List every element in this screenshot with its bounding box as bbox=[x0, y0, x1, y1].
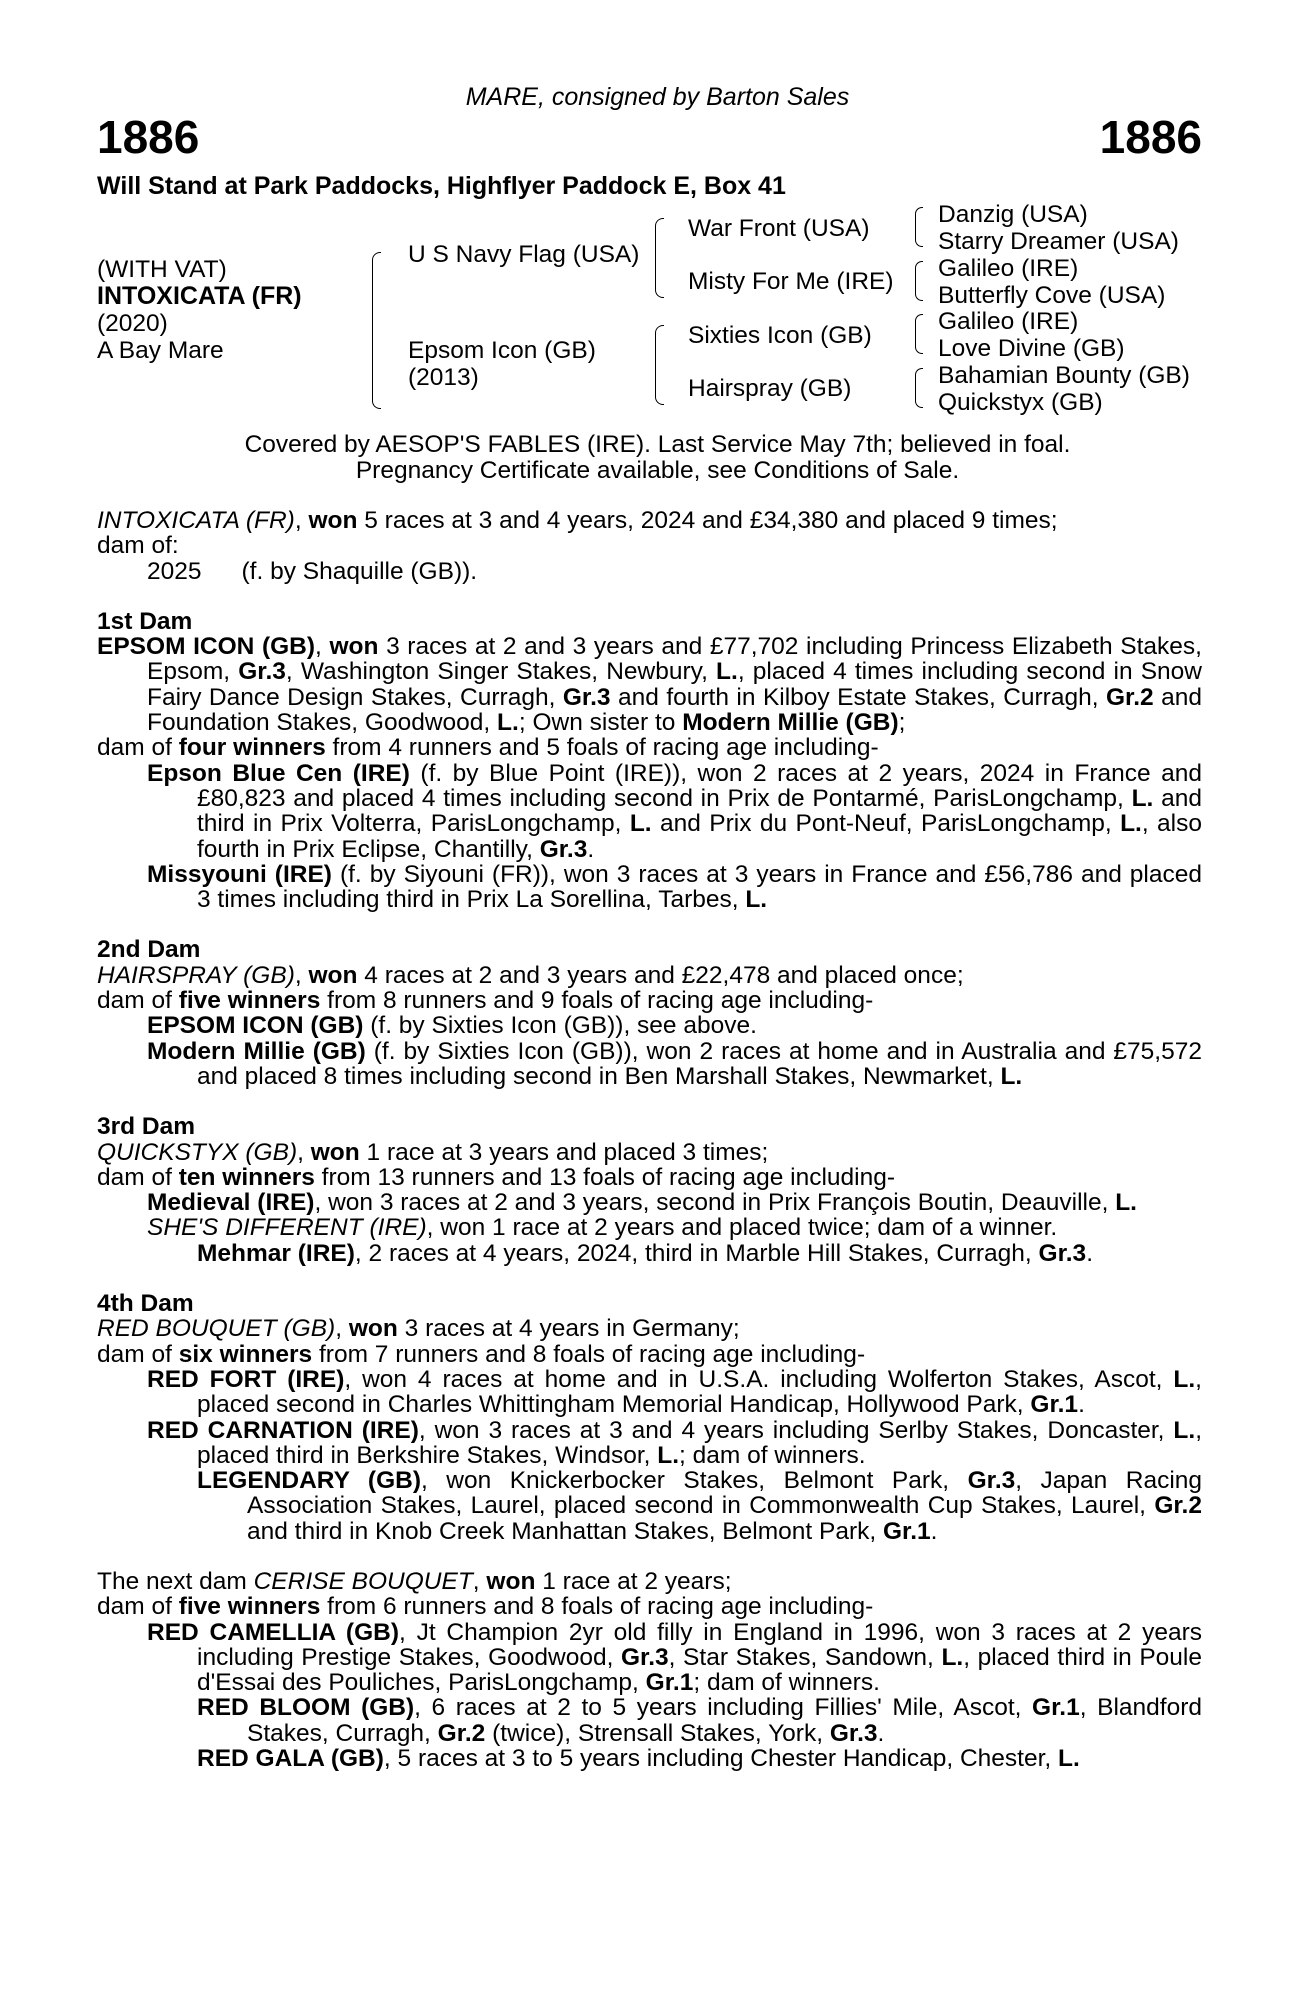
pedigree-ddd: Quickstyx (GB) bbox=[938, 389, 1103, 416]
next-dam-record: The next dam CERISE BOUQUET, won 1 race at 2 years; bbox=[97, 1567, 732, 1595]
fourth-dam-record: RED BOUQUET (GB), won 3 races at 4 years in Germany; bbox=[97, 1315, 740, 1343]
next-dam-produce-2: RED BLOOM (GB), 6 races at 2 to 5 years including Fillies' Mile, Ascot, Gr.1, Blandford Stakes, Curragh, Gr.2 (twice), Strensall Stakes, York, Gr.3. bbox=[197, 1694, 1202, 1747]
second-dam-record: HAIRSPRAY (GB), won 4 races at 2 and 3 years and £22,478 and placed once; bbox=[97, 961, 964, 989]
intro-produce: 2025 (f. by Shaquille (GB)). bbox=[147, 557, 478, 585]
pedigree-dsd: Love Divine (GB) bbox=[938, 335, 1125, 362]
intro-dam-of: dam of: bbox=[97, 532, 179, 560]
pedigree-brace-dd bbox=[915, 368, 923, 408]
fourth-dam-produce-1: RED FORT (IRE), won 4 races at home and in U.S.A. including Wolferton Stakes, Ascot, L., placed second in Charles Whittingham Memorial Handicap, Hollywood Park, Gr.1. bbox=[147, 1365, 1202, 1419]
catalogue-body bbox=[97, 508, 1202, 1771]
lot-number-right: 1886 bbox=[1099, 111, 1202, 163]
pedigree-sds: Galileo (IRE) bbox=[938, 255, 1079, 282]
covered-line-1: Covered by AESOP'S FABLES (IRE). Last Service May 7th; believed in foal. bbox=[244, 431, 1071, 458]
pedigree-sire: U S Navy Flag (USA) bbox=[408, 241, 640, 268]
first-dam-heading: 1st Dam bbox=[97, 607, 193, 635]
pedigree-dam-sire: Sixties Icon (GB) bbox=[688, 322, 872, 349]
pedigree-dam-dam: Hairspray (GB) bbox=[688, 375, 852, 402]
first-dam-record: EPSOM ICON (GB), won 3 races at 2 and 3 years and £77,702 including Princess Elizabeth Stakes, Epsom, Gr.3, Washington Singer Stakes, Newbury, L., placed 4 times including second in Snow Fairy Dance Design Stakes, Curragh, Gr.3 and fourth in Kilboy Estate Stakes, Curragh, Gr.2 and Foundation Stakes, Goodwood, L.; Own sister to Modern Millie (GB); bbox=[97, 633, 1203, 737]
pedigree-ssd: Starry Dreamer (USA) bbox=[938, 228, 1179, 255]
pedigree-brace-dam bbox=[655, 325, 664, 405]
horse-name: INTOXICATA (FR) bbox=[97, 282, 302, 310]
third-dam-produce-summary: dam of ten winners from 13 runners and 13 foals of racing age including- bbox=[97, 1163, 896, 1191]
second-dam-produce-1: EPSOM ICON (GB) (f. by Sixties Icon (GB)), see above. bbox=[147, 1012, 757, 1040]
fourth-dam-heading: 4th Dam bbox=[97, 1290, 194, 1318]
pedigree-dss: Galileo (IRE) bbox=[938, 308, 1079, 335]
pedigree-sire-sire: War Front (USA) bbox=[688, 215, 870, 242]
pedigree-dam: Epsom Icon (GB) bbox=[408, 337, 596, 364]
pedigree-sdd: Butterfly Cove (USA) bbox=[938, 282, 1166, 309]
pedigree-brace-ds bbox=[915, 314, 923, 354]
first-dam-produce-summary: dam of four winners from 4 runners and 5 foals of racing age including- bbox=[97, 734, 879, 762]
pedigree-brace-ss bbox=[915, 207, 923, 247]
pedigree-dam-year: (2013) bbox=[408, 364, 479, 391]
second-dam-produce-summary: dam of five winners from 8 runners and 9 foals of racing age including- bbox=[97, 987, 874, 1015]
fourth-dam-produce-2: RED CARNATION (IRE), won 3 races at 3 and 4 years including Serlby Stakes, Doncaster, L., placed third in Berkshire Stakes, Windsor, L.; dam of winners. bbox=[147, 1416, 1202, 1469]
fourth-dam-produce-3: LEGENDARY (GB), won Knickerbocker Stakes, Belmont Park, Gr.3, Japan Racing Association Stakes, Laurel, placed second in Commonwealth Cup Stakes, Laurel, Gr.2 and third in Knob Creek Manhattan Stakes, Belmont Park, Gr.1. bbox=[197, 1467, 1203, 1545]
third-dam-produce-3: Mehmar (IRE), 2 races at 4 years, 2024, third in Marble Hill Stakes, Curragh, Gr.3. bbox=[197, 1239, 1094, 1267]
horse-description: A Bay Mare bbox=[97, 337, 224, 364]
second-dam-heading: 2nd Dam bbox=[97, 936, 201, 964]
first-dam-produce-2: Missyouni (IRE) (f. by Siyouni (FR)), won 3 races at 3 years in France and £56,786 and placed 3 times including third in Prix La Sorellina, Tarbes, L. bbox=[147, 860, 1203, 914]
next-dam-produce-summary: dam of five winners from 6 runners and 8 foals of racing age including- bbox=[97, 1593, 874, 1621]
third-dam-produce-1: Medieval (IRE), won 3 races at 2 and 3 years, second in Prix François Boutin, Deauville, L. bbox=[147, 1189, 1137, 1217]
pedigree-sss: Danzig (USA) bbox=[938, 201, 1088, 228]
pedigree-brace-gen1 bbox=[372, 252, 381, 409]
next-dam-produce-1: RED CAMELLIA (GB), Jt Champion 2yr old filly in England in 1996, won 3 races at 2 years including Prestige Stakes, Goodwood, Gr.3, Star Stakes, Sandown, L., placed third in Poule d'Essai des Pouliches, ParisLongchamp, Gr.1; dam of winners. bbox=[147, 1618, 1202, 1697]
pedigree-brace-sd bbox=[915, 261, 923, 301]
fourth-dam-produce-summary: dam of six winners from 7 runners and 8 foals of racing age including- bbox=[97, 1340, 866, 1368]
intro-paragraph: INTOXICATA (FR), won 5 races at 3 and 4 years, 2024 and £34,380 and placed 9 times; bbox=[97, 507, 1058, 534]
third-dam-produce-2: SHE'S DIFFERENT (IRE), won 1 race at 2 years and placed twice; dam of a winner. bbox=[147, 1214, 1058, 1242]
horse-year: (2020) bbox=[97, 310, 168, 337]
third-dam-record: QUICKSTYX (GB), won 1 race at 3 years and placed 3 times; bbox=[97, 1138, 769, 1166]
third-dam-heading: 3rd Dam bbox=[97, 1113, 196, 1141]
first-dam-produce-1: Epson Blue Cen (IRE) (f. by Blue Point (IRE)), won 2 races at 2 years, 2024 in France and £80,823 and placed 4 times including second in Prix de Pontarmé, ParisLongchamp, L. and third in Prix Volterra, ParisLongchamp, L. and Prix du Pont-Neuf, ParisLongchamp, L., also fourth in Prix Eclipse, Chantilly, Gr.3. bbox=[147, 759, 1202, 863]
second-dam-produce-2: Modern Millie (GB) (f. by Sixties Icon (GB)), won 2 races at home and in Australia and £75,572 and placed 8 times including second in Ben Marshall Stakes, Newmarket, L. bbox=[147, 1037, 1202, 1090]
consignor-line: MARE, consigned by Barton Sales bbox=[465, 83, 850, 111]
next-dam-produce-3: RED GALA (GB), 5 races at 3 to 5 years including Chester Handicap, Chester, L. bbox=[197, 1745, 1080, 1773]
covered-line-2: Pregnancy Certificate available, see Conditions of Sale. bbox=[355, 457, 960, 484]
pedigree-dds: Bahamian Bounty (GB) bbox=[938, 362, 1190, 389]
pedigree-brace-sire bbox=[655, 218, 664, 298]
vat-note: (WITH VAT) bbox=[97, 256, 227, 283]
lot-number-left: 1886 bbox=[97, 111, 200, 163]
pedigree-sire-dam: Misty For Me (IRE) bbox=[688, 268, 894, 295]
stand-location: Will Stand at Park Paddocks, Highflyer Paddock E, Box 41 bbox=[97, 172, 786, 200]
